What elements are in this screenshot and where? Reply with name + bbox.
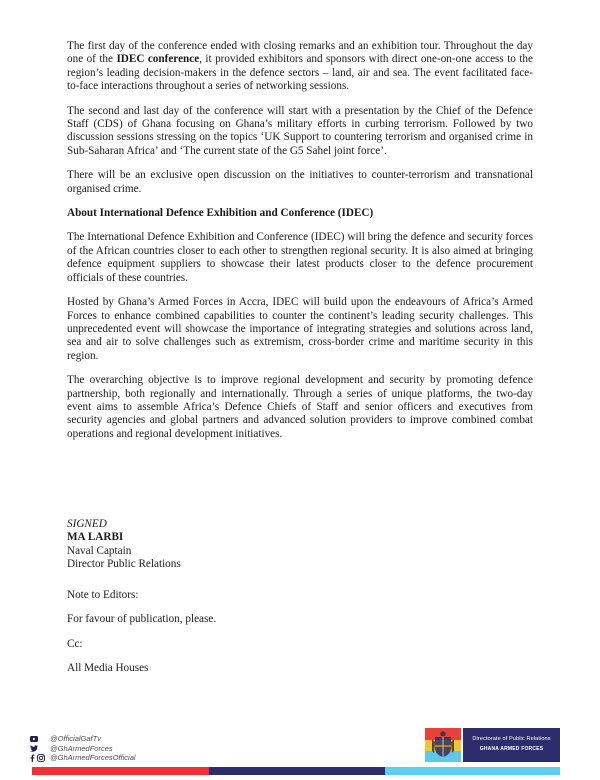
publication-note: For favour of publication, please.: [67, 613, 217, 626]
notes-block: [67, 589, 216, 687]
document-body: [67, 40, 533, 452]
section-heading: About International Defence Exhibition and Conference (IDEC): [67, 207, 374, 220]
footer-bar-navy: [209, 767, 385, 775]
signature-block: [67, 518, 181, 572]
paragraph-text: The first day of the conference ended with closing remarks and an exhibition tour. Throughout the day one of the: [67, 40, 533, 66]
cc-label: Cc:: [67, 637, 83, 650]
cc-recipients: All Media Houses: [67, 662, 149, 675]
armed-forces-title: GHANA ARMED FORCES: [479, 746, 544, 752]
footer-bar-cyan: [385, 767, 560, 775]
social-handles: [30, 734, 136, 763]
social-row-twitter: [30, 744, 136, 754]
signatory-rank: Naval Captain: [67, 544, 132, 557]
twitter-icon: [30, 745, 38, 752]
youtube-icon: [30, 736, 38, 742]
ghana-coat-of-arms-icon: [425, 728, 461, 762]
youtube-handle: @OfficialGafTv: [50, 734, 101, 744]
paragraph-about-1: The International Defence Exhibition and Conference (IDEC) will bring the defence and security forces of the African countries closer to each other to strengthen regional security. It is also aimed at bringing defence equipment suppliers to showcase their latest products closer to the defence procurement officials of these countries.: [67, 231, 533, 284]
paragraph-text: , it provided exhibitors and sponsors with direct one-on-one access to the region’s leading decision-makers in the defence sectors – land, air and sea. The event facilitated face-to-face interactions throughout a series of networking sessions.: [67, 53, 533, 93]
signatory-title: Director Public Relations: [67, 558, 181, 571]
twitter-handle: @GhArmedForces: [50, 743, 113, 753]
paragraph-open-discussion: There will be an exclusive open discussion on the initiatives to counter-terrorism and transnational organised crime.: [67, 169, 533, 195]
paragraph-day-one: [67, 40, 533, 94]
signed-label: SIGNED: [67, 518, 107, 530]
directorate-banner: [463, 728, 560, 762]
directorate-logo: [425, 728, 560, 762]
social-row-youtube: [30, 734, 136, 744]
instagram-icon: [37, 754, 45, 762]
bold-text: IDEC conference: [116, 53, 200, 66]
facebook-instagram-handle: @GhArmedForcesOfficial: [50, 753, 136, 763]
note-to-editors: Note to Editors:: [67, 589, 139, 601]
signatory-name: MA LARBI: [67, 531, 124, 544]
paragraph-day-two: The second and last day of the conference will start with a presentation by the Chief of the Defence Staff (CDS) of Ghana focusing on Ghana’s military efforts in curbing terrorism. Followed by two discussion sessions stressing on the topics ‘UK Support to countering terrorism and organised crime in Sub-Saharan Africa’ and ‘The current state of the G5 Sahel joint force’.: [67, 104, 533, 157]
footer-bar-red: [32, 767, 209, 775]
social-row-facebook-instagram: [30, 753, 136, 763]
paragraph-about-2: Hosted by Ghana’s Armed Forces in Accra, IDEC will build upon the endeavours of Africa’s Armed Forces to enhance combined capabilities to counter the continent’s leading security challenges. This unprecedented event will showcase the importance of integrating strategies and solutions across land, sea and air to solve challenges such as extremism, cross-border crime and maritime security in this region.: [67, 296, 533, 362]
directorate-title: Directorate of Public Relations: [472, 736, 551, 742]
facebook-icon: [30, 754, 35, 762]
paragraph-about-3: The overarching objective is to improve regional development and security by promoting defence partnership, both regionally and internationally. Through a series of unique platforms, the two-day event aims to assemble Africa’s Defence Chiefs of Staff and senior officers and executives from security agencies and global partners and advanced solution providers to improve combined combat operations and regional development initiatives.: [67, 374, 533, 440]
